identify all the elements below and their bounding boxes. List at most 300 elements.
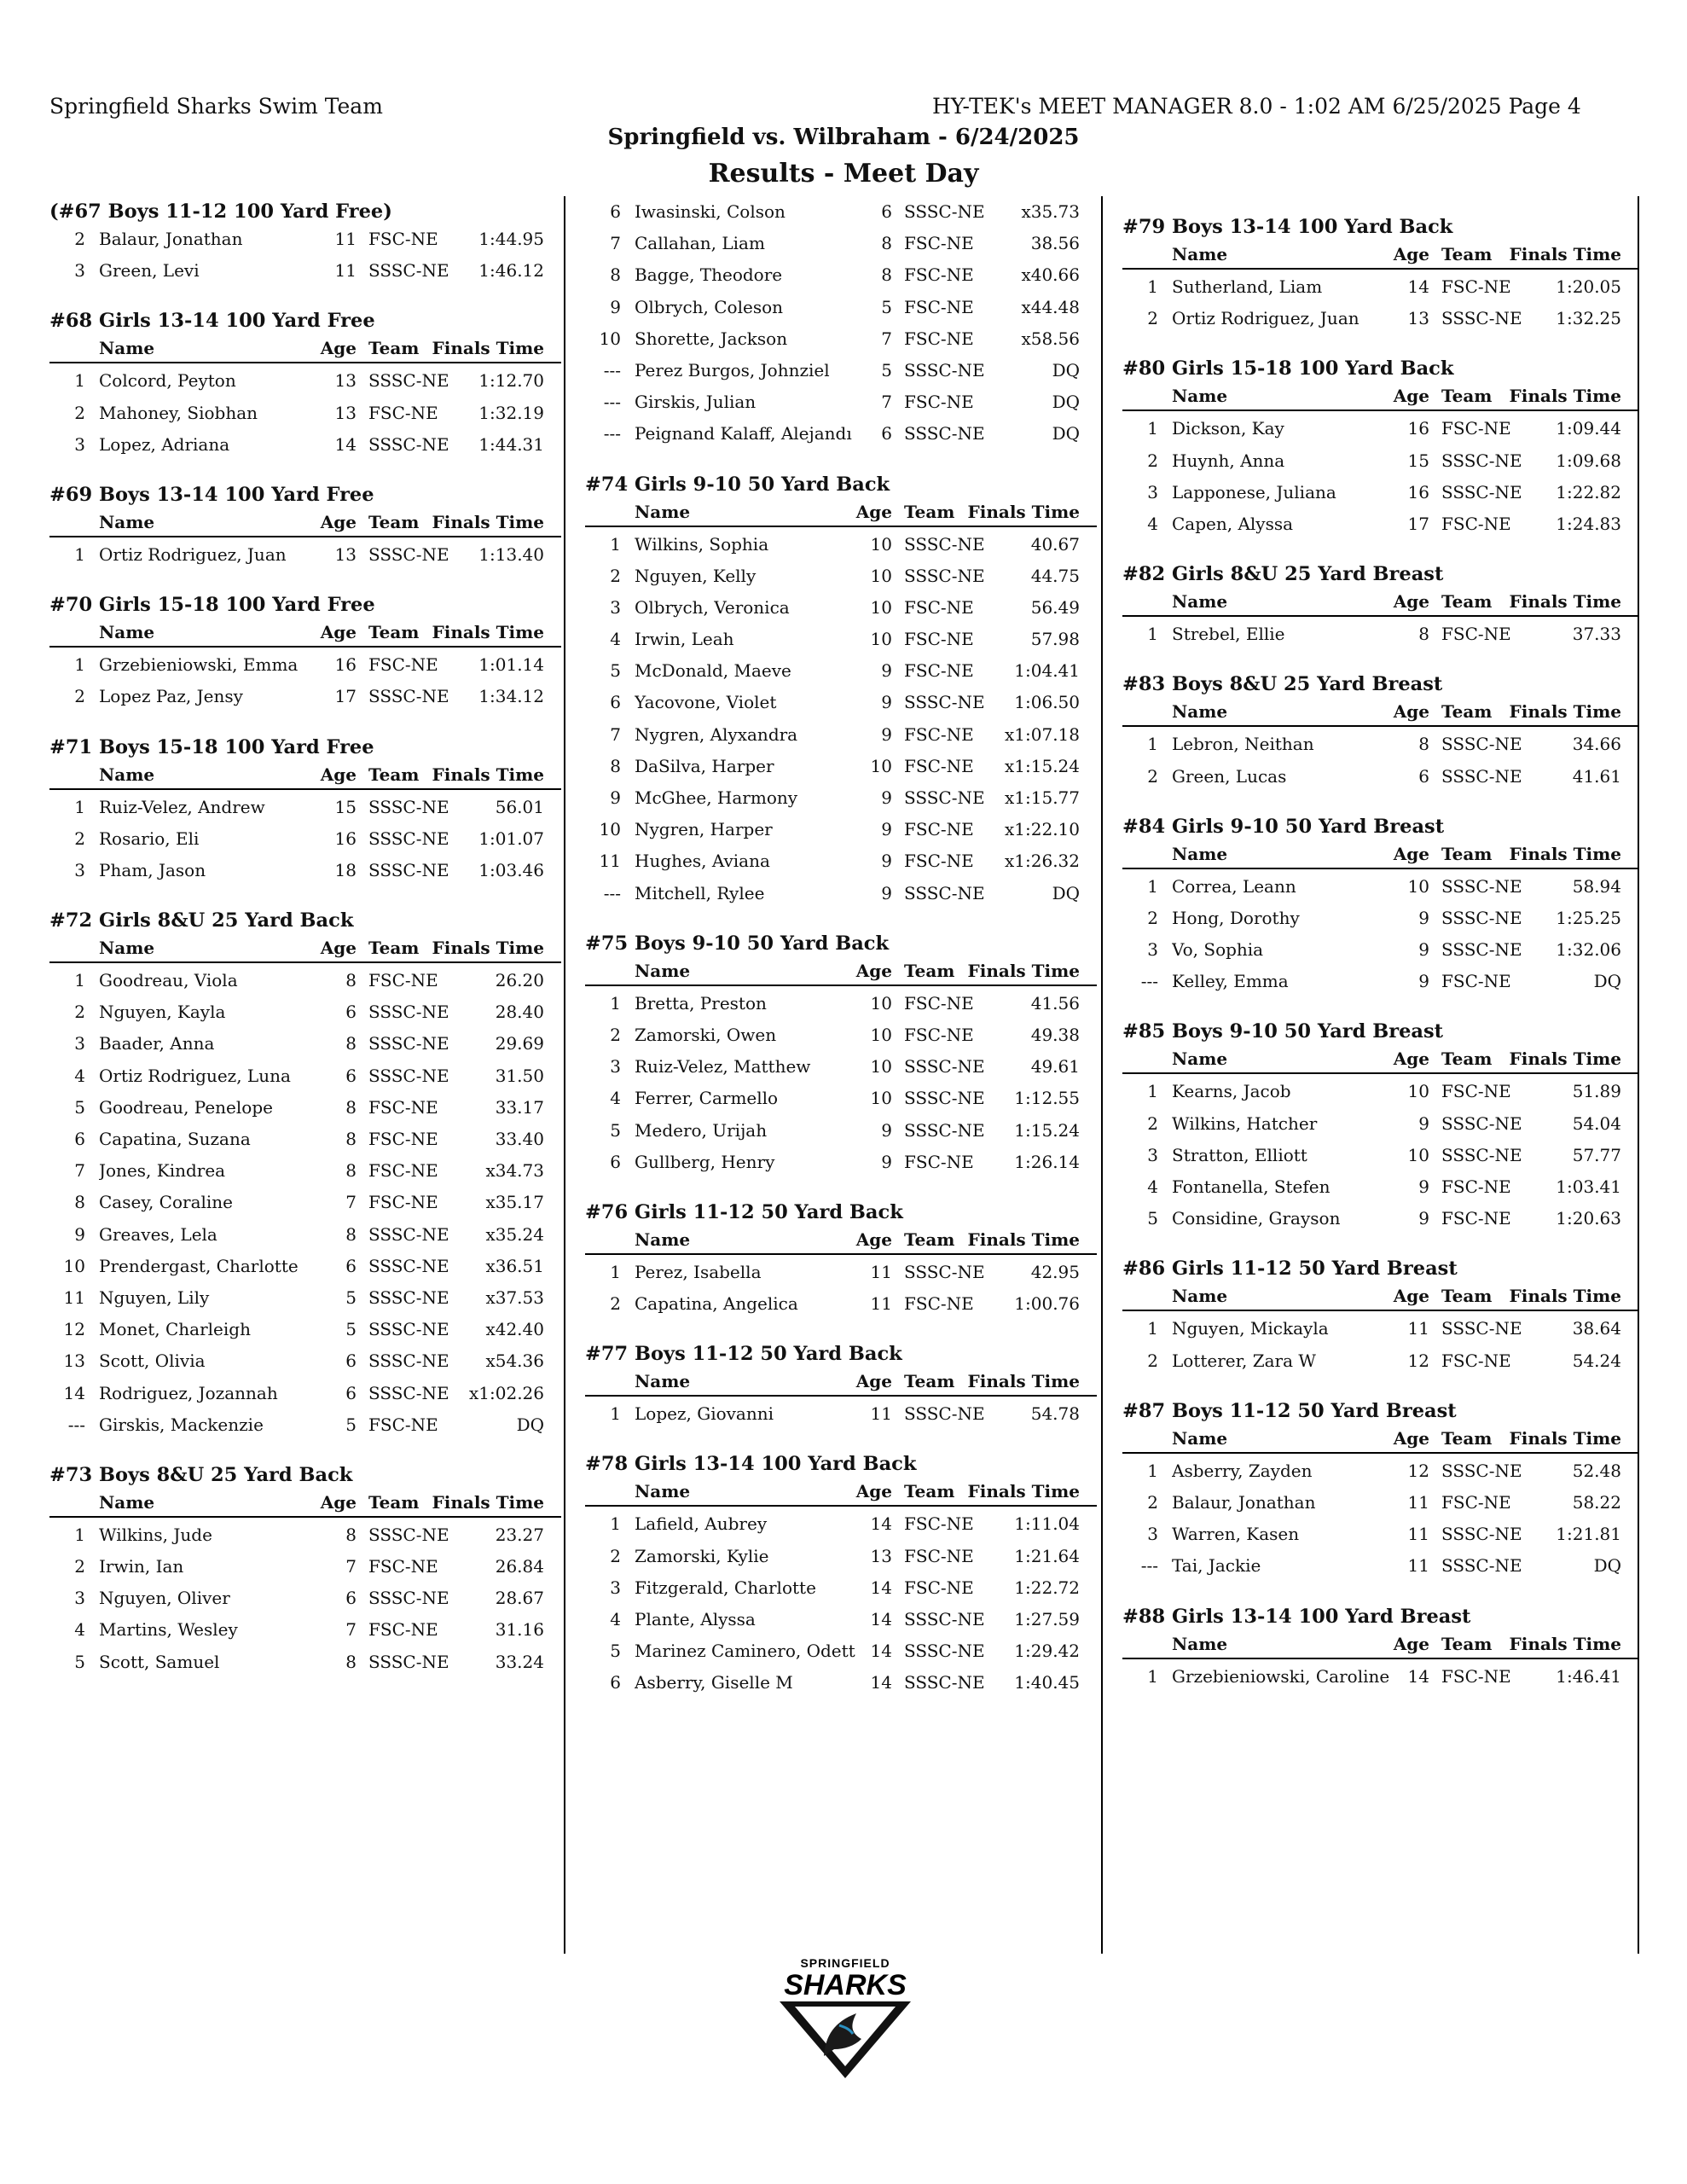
- result-place: 2: [74, 1556, 85, 1577]
- header-age: Age: [855, 1228, 892, 1250]
- result-place: 12: [63, 1319, 85, 1340]
- result-row: [585, 721, 1097, 752]
- result-team: FSC-NE: [1441, 418, 1511, 439]
- result-row: [585, 657, 1097, 688]
- header-name: Name: [1172, 1048, 1228, 1070]
- result-name: Capatina, Suzana: [99, 1129, 251, 1149]
- result-place: 3: [1147, 481, 1158, 502]
- header-age: Age: [1393, 591, 1429, 613]
- results-header-row: [49, 334, 561, 363]
- header-age: Age: [320, 1491, 357, 1513]
- result-time: 54.78: [1030, 1403, 1080, 1425]
- result-name: Martins, Wesley: [99, 1619, 238, 1641]
- result-row: [49, 399, 561, 431]
- result-time: x40.66: [1021, 264, 1080, 286]
- result-row: [585, 562, 1097, 594]
- result-row: [1122, 510, 1638, 542]
- result-place: 4: [74, 1065, 85, 1086]
- results-title: Results - Meet Day: [708, 159, 979, 189]
- column-divider: [1101, 196, 1103, 1954]
- result-name: Grzebieniowski, Emma: [99, 654, 299, 676]
- result-row: [1122, 305, 1638, 336]
- result-row: [49, 1157, 561, 1188]
- result-place: 6: [610, 1151, 621, 1172]
- header-age: Age: [1393, 1286, 1429, 1307]
- result-place: 1: [610, 1261, 621, 1282]
- result-team: SSSC-NE: [368, 796, 449, 817]
- result-place: 2: [1147, 1491, 1158, 1513]
- result-time: 1:46.41: [1556, 1665, 1621, 1687]
- result-team: FSC-NE: [904, 1151, 974, 1172]
- result-name: Strebel, Ellie: [1172, 624, 1285, 645]
- result-time: x36.51: [485, 1255, 544, 1276]
- result-row: [585, 1637, 1097, 1669]
- result-time: x35.24: [485, 1223, 544, 1245]
- result-place: 1: [610, 992, 621, 1014]
- result-team: FSC-NE: [368, 654, 438, 676]
- result-team: FSC-NE: [1441, 1491, 1511, 1513]
- report-header-left: Springfield Sharks Swim Team: [49, 94, 383, 119]
- result-team: SSSC-NE: [1441, 1460, 1522, 1481]
- result-name: Lopez, Giovanni: [635, 1403, 774, 1425]
- result-name: Monet, Charleigh: [99, 1319, 251, 1340]
- result-row: [1122, 730, 1638, 762]
- result-name: Bretta, Preston: [635, 992, 767, 1014]
- result-name: Iwasinski, Colson: [635, 201, 786, 222]
- result-row: [49, 1521, 561, 1553]
- result-time: 1:44.95: [478, 229, 544, 249]
- result-place: 1: [74, 654, 85, 676]
- result-row: [49, 1648, 561, 1680]
- result-place: 5: [610, 1119, 621, 1141]
- result-place: 6: [74, 1129, 85, 1149]
- result-place: ---: [603, 882, 621, 903]
- result-team: SSSC-NE: [368, 686, 449, 707]
- result-time: 1:34.12: [478, 686, 544, 707]
- result-time: 40.67: [1030, 533, 1080, 555]
- result-name: Colcord, Peyton: [99, 370, 236, 392]
- result-age: 14: [870, 1641, 892, 1662]
- report-header-right: HY-TEK's MEET MANAGER 8.0 - 1:02 AM 6/25/2025 Page 4: [932, 94, 1581, 119]
- header-age: Age: [320, 622, 357, 643]
- header-team: Team: [368, 938, 420, 959]
- result-place: 7: [610, 233, 621, 254]
- header-team: Team: [904, 1371, 955, 1392]
- result-team: SSSC-NE: [368, 1223, 449, 1245]
- result-age: 10: [1407, 1081, 1429, 1102]
- result-age: 12: [1407, 1460, 1429, 1481]
- result-row: [1122, 1110, 1638, 1141]
- result-place: 10: [599, 328, 621, 349]
- event-title: #83 Boys 8&U 25 Yard Breast: [1122, 673, 1443, 696]
- result-time: DQ: [1593, 971, 1621, 992]
- results-header-row: [1122, 241, 1638, 270]
- event-title: #88 Girls 13-14 100 Yard Breast: [1122, 1605, 1471, 1628]
- result-age: 14: [870, 1672, 892, 1693]
- result-row: [49, 682, 561, 714]
- header-name: Name: [99, 338, 155, 359]
- event-title: #68 Girls 13-14 100 Yard Free: [49, 310, 375, 333]
- header-team: Team: [1441, 1286, 1493, 1307]
- result-team: SSSC-NE: [1441, 907, 1522, 928]
- result-place: 5: [74, 1651, 85, 1672]
- result-age: 13: [1407, 308, 1429, 329]
- header-age: Age: [855, 960, 892, 981]
- header-team: Team: [904, 960, 955, 981]
- result-time: 1:01.14: [478, 654, 544, 676]
- result-team: SSSC-NE: [904, 1672, 985, 1693]
- result-time: 54.24: [1572, 1350, 1621, 1371]
- header-name: Name: [635, 1371, 691, 1392]
- result-name: Rosario, Eli: [99, 828, 200, 849]
- result-place: 1: [610, 1403, 621, 1425]
- result-age: 7: [345, 1556, 357, 1577]
- result-name: Sutherland, Liam: [1172, 276, 1323, 297]
- result-team: FSC-NE: [904, 992, 974, 1014]
- result-age: 16: [334, 654, 357, 676]
- result-team: SSSC-NE: [904, 1261, 985, 1282]
- result-age: 12: [1407, 1350, 1429, 1371]
- header-team: Team: [1441, 244, 1493, 264]
- result-age: 5: [345, 1319, 357, 1340]
- result-team: FSC-NE: [368, 1619, 438, 1641]
- result-place: 9: [74, 1223, 85, 1245]
- result-team: FSC-NE: [1441, 276, 1511, 297]
- result-place: 9: [610, 296, 621, 317]
- result-age: 13: [870, 1545, 892, 1566]
- result-name: Kearns, Jacob: [1172, 1081, 1291, 1102]
- result-age: 13: [334, 402, 357, 423]
- result-row: [1122, 936, 1638, 967]
- result-team: SSSC-NE: [904, 1119, 985, 1141]
- result-age: 13: [334, 370, 357, 392]
- result-row: [585, 752, 1097, 784]
- result-row: [585, 1400, 1097, 1432]
- event-title: (#67 Boys 11-12 100 Yard Free): [49, 200, 392, 223]
- result-name: Olbrych, Coleson: [635, 296, 784, 317]
- result-name: Perez Burgos, Johnziel: [635, 359, 830, 380]
- result-place: 2: [74, 402, 85, 423]
- result-row: [585, 847, 1097, 879]
- event-title: #86 Girls 11-12 50 Yard Breast: [1122, 1258, 1458, 1281]
- header-name: Name: [1172, 843, 1228, 864]
- event-title: #82 Girls 8&U 25 Yard Breast: [1122, 563, 1444, 586]
- header-name: Name: [99, 1491, 155, 1513]
- result-row: [1122, 1520, 1638, 1552]
- result-row: [585, 1542, 1097, 1574]
- result-name: Plante, Alyssa: [635, 1609, 756, 1629]
- header-time: Finals Time: [1509, 701, 1621, 723]
- result-team: SSSC-NE: [1441, 875, 1522, 897]
- result-row: [585, 1084, 1097, 1116]
- header-age: Age: [1393, 1048, 1429, 1070]
- result-row: [585, 1117, 1097, 1148]
- result-age: 10: [870, 992, 892, 1014]
- result-time: x1:22.10: [1005, 819, 1080, 840]
- result-row: [585, 880, 1097, 911]
- result-row: [1122, 1315, 1638, 1346]
- event-title: #87 Boys 11-12 50 Yard Breast: [1122, 1399, 1457, 1422]
- result-row: [49, 257, 561, 288]
- result-age: 11: [1407, 1318, 1429, 1339]
- result-name: Gullberg, Henry: [635, 1151, 775, 1172]
- result-age: 9: [1418, 939, 1429, 961]
- result-place: 10: [63, 1255, 85, 1276]
- result-row: [49, 1125, 561, 1157]
- result-row: [49, 431, 561, 462]
- header-time: Finals Time: [967, 501, 1080, 522]
- result-time: 1:21.81: [1556, 1524, 1621, 1545]
- result-team: FSC-NE: [368, 970, 438, 991]
- result-team: FSC-NE: [1441, 1081, 1511, 1102]
- result-time: 56.01: [495, 796, 544, 817]
- result-team: FSC-NE: [1441, 971, 1511, 992]
- result-place: 1: [1147, 1318, 1158, 1339]
- result-time: 1:09.68: [1556, 450, 1621, 471]
- result-time: 1:32.19: [478, 402, 544, 423]
- results-header-row: [585, 1478, 1097, 1507]
- result-age: 6: [345, 1350, 357, 1372]
- result-place: 1: [74, 543, 85, 565]
- result-age: 13: [334, 543, 357, 565]
- result-age: 8: [1418, 624, 1429, 645]
- result-row: [49, 1411, 561, 1443]
- result-time: 1:13.40: [478, 543, 544, 565]
- result-time: 37.33: [1572, 624, 1621, 645]
- result-time: 57.77: [1572, 1144, 1621, 1165]
- event-title: #70 Girls 15-18 100 Yard Free: [49, 594, 375, 617]
- result-time: 49.38: [1030, 1024, 1080, 1045]
- result-row: [585, 1021, 1097, 1053]
- result-age: 14: [1407, 1665, 1429, 1687]
- result-row: [49, 1380, 561, 1411]
- result-name: Lafield, Aubrey: [635, 1513, 768, 1535]
- result-age: 7: [881, 392, 892, 413]
- header-time: Finals Time: [432, 338, 544, 359]
- result-name: Mitchell, Rylee: [635, 882, 765, 903]
- result-name: Nguyen, Kelly: [635, 565, 757, 586]
- results-header-row: [1122, 382, 1638, 411]
- result-age: 9: [881, 692, 892, 713]
- result-name: Stratton, Elliott: [1172, 1144, 1307, 1165]
- result-name: Ruiz-Velez, Andrew: [99, 796, 265, 817]
- result-team: SSSC-NE: [904, 1403, 985, 1425]
- result-team: FSC-NE: [904, 660, 974, 682]
- header-name: Name: [99, 511, 155, 532]
- header-name: Name: [99, 622, 155, 643]
- result-team: FSC-NE: [904, 629, 974, 650]
- result-team: SSSC-NE: [904, 359, 985, 380]
- result-age: 5: [881, 296, 892, 317]
- result-age: 8: [1418, 734, 1429, 755]
- header-name: Name: [1172, 1427, 1228, 1449]
- result-row: [49, 367, 561, 398]
- result-place: 1: [74, 370, 85, 392]
- result-place: 1: [1147, 734, 1158, 755]
- results-header-row: [585, 1226, 1097, 1255]
- header-age: Age: [1393, 1633, 1429, 1654]
- header-team: Team: [904, 1228, 955, 1250]
- result-row: [585, 388, 1097, 420]
- result-name: Ruiz-Velez, Matthew: [635, 1056, 811, 1077]
- result-place: 1: [610, 1513, 621, 1535]
- result-row: [585, 1669, 1097, 1700]
- result-team: SSSC-NE: [368, 1065, 449, 1086]
- result-place: 4: [610, 1088, 621, 1109]
- header-name: Name: [1172, 701, 1228, 723]
- header-time: Finals Time: [432, 511, 544, 532]
- result-time: 38.64: [1572, 1318, 1621, 1339]
- result-row: [1122, 620, 1638, 652]
- result-team: FSC-NE: [904, 1545, 974, 1566]
- header-team: Team: [368, 338, 420, 359]
- header-team: Team: [368, 764, 420, 785]
- result-age: 5: [881, 359, 892, 380]
- result-age: 6: [345, 1065, 357, 1086]
- results-header-row: [585, 957, 1097, 986]
- result-age: 11: [1407, 1491, 1429, 1513]
- header-name: Name: [635, 960, 691, 981]
- result-age: 7: [881, 328, 892, 349]
- result-time: x1:26.32: [1005, 851, 1080, 872]
- result-name: Lebron, Neithan: [1172, 734, 1314, 755]
- result-row: [1122, 873, 1638, 904]
- result-place: 5: [610, 660, 621, 682]
- result-name: Shorette, Jackson: [635, 328, 788, 349]
- event-title: #72 Girls 8&U 25 Yard Back: [49, 909, 354, 932]
- result-team: FSC-NE: [904, 233, 974, 254]
- result-place: 3: [1147, 939, 1158, 961]
- result-place: 7: [610, 723, 621, 745]
- result-team: FSC-NE: [1441, 1665, 1511, 1687]
- result-name: Wilkins, Sophia: [635, 533, 769, 555]
- result-age: 10: [870, 1056, 892, 1077]
- header-team: Team: [1441, 1048, 1493, 1070]
- event-title: #85 Boys 9-10 50 Yard Breast: [1122, 1020, 1444, 1043]
- header-name: Name: [1172, 591, 1228, 613]
- result-time: 1:27.59: [1014, 1609, 1080, 1629]
- result-place: 3: [74, 1588, 85, 1609]
- result-row: [585, 531, 1097, 562]
- result-team: FSC-NE: [368, 1096, 438, 1118]
- result-age: 9: [881, 723, 892, 745]
- result-team: SSSC-NE: [368, 1524, 449, 1545]
- header-name: Name: [635, 501, 691, 522]
- result-row: [1122, 1552, 1638, 1583]
- result-time: 28.40: [495, 1002, 544, 1023]
- result-age: 8: [345, 1129, 357, 1149]
- result-age: 11: [870, 1293, 892, 1315]
- result-age: 17: [1407, 513, 1429, 534]
- header-time: Finals Time: [967, 1371, 1080, 1392]
- result-team: FSC-NE: [1441, 1176, 1511, 1197]
- result-time: 1:21.64: [1014, 1545, 1080, 1566]
- result-time: x37.53: [485, 1287, 544, 1308]
- result-row: [1122, 273, 1638, 305]
- result-team: SSSC-NE: [1441, 1524, 1522, 1545]
- results-header-row: [1122, 1630, 1638, 1659]
- result-time: 1:22.72: [1014, 1577, 1080, 1598]
- result-team: SSSC-NE: [368, 433, 449, 455]
- result-age: 8: [345, 1160, 357, 1182]
- header-team: Team: [368, 1491, 420, 1513]
- result-row: [49, 541, 561, 572]
- result-place: 1: [74, 970, 85, 991]
- header-time: Finals Time: [432, 764, 544, 785]
- result-name: McGhee, Harmony: [635, 787, 798, 808]
- result-row: [1122, 1173, 1638, 1205]
- result-time: 1:20.05: [1556, 276, 1621, 297]
- result-time: 38.56: [1030, 233, 1080, 254]
- result-row: [585, 198, 1097, 229]
- result-name: Dickson, Kay: [1172, 418, 1284, 439]
- result-name: Huynh, Anna: [1172, 450, 1285, 471]
- result-team: SSSC-NE: [904, 882, 985, 903]
- result-name: Mahoney, Siobhan: [99, 402, 258, 423]
- result-team: SSSC-NE: [368, 260, 449, 282]
- result-place: 2: [74, 828, 85, 849]
- result-place: 11: [599, 851, 621, 872]
- result-name: Jones, Kindrea: [99, 1160, 226, 1182]
- result-time: 56.49: [1030, 596, 1080, 618]
- header-team: Team: [904, 1481, 955, 1502]
- result-age: 16: [1407, 481, 1429, 502]
- result-row: [585, 990, 1097, 1021]
- header-team: Team: [1441, 1427, 1493, 1449]
- result-place: 6: [610, 1672, 621, 1693]
- result-time: 49.61: [1030, 1056, 1080, 1077]
- header-team: Team: [1441, 591, 1493, 613]
- result-name: Goodreau, Viola: [99, 970, 238, 991]
- result-team: SSSC-NE: [368, 1319, 449, 1340]
- result-team: FSC-NE: [904, 264, 974, 286]
- result-age: 18: [334, 859, 357, 880]
- result-team: SSSC-NE: [1441, 1318, 1522, 1339]
- result-row: [585, 229, 1097, 261]
- result-team: FSC-NE: [904, 819, 974, 840]
- result-name: Ortiz Rodriguez, Luna: [99, 1065, 291, 1086]
- result-time: 1:06.50: [1014, 692, 1080, 713]
- results-header-row: [49, 1489, 561, 1518]
- result-time: 1:32.25: [1556, 308, 1621, 329]
- result-time: 42.95: [1030, 1261, 1080, 1282]
- result-name: Hughes, Aviana: [635, 851, 770, 872]
- result-age: 14: [870, 1513, 892, 1535]
- result-time: x1:02.26: [469, 1382, 544, 1403]
- event-title: #69 Boys 13-14 100 Yard Free: [49, 483, 374, 506]
- result-time: 1:25.25: [1556, 907, 1621, 928]
- result-time: 1:24.83: [1556, 513, 1621, 534]
- header-age: Age: [1393, 843, 1429, 864]
- result-age: 11: [334, 229, 357, 249]
- result-team: SSSC-NE: [904, 692, 985, 713]
- result-time: 1:09.44: [1556, 418, 1621, 439]
- header-time: Finals Time: [1509, 1048, 1621, 1070]
- result-team: SSSC-NE: [1441, 1112, 1522, 1134]
- result-age: 5: [345, 1414, 357, 1435]
- result-place: 6: [610, 692, 621, 713]
- result-time: DQ: [516, 1414, 544, 1435]
- results-header-row: [1122, 840, 1638, 869]
- result-age: 14: [870, 1577, 892, 1598]
- result-age: 6: [345, 1002, 357, 1023]
- result-time: 33.24: [495, 1651, 544, 1672]
- result-name: Lotterer, Zara W: [1172, 1350, 1316, 1371]
- result-name: Medero, Urijah: [635, 1119, 768, 1141]
- result-team: FSC-NE: [904, 1513, 974, 1535]
- header-name: Name: [635, 1481, 691, 1502]
- result-name: Nguyen, Mickayla: [1172, 1318, 1329, 1339]
